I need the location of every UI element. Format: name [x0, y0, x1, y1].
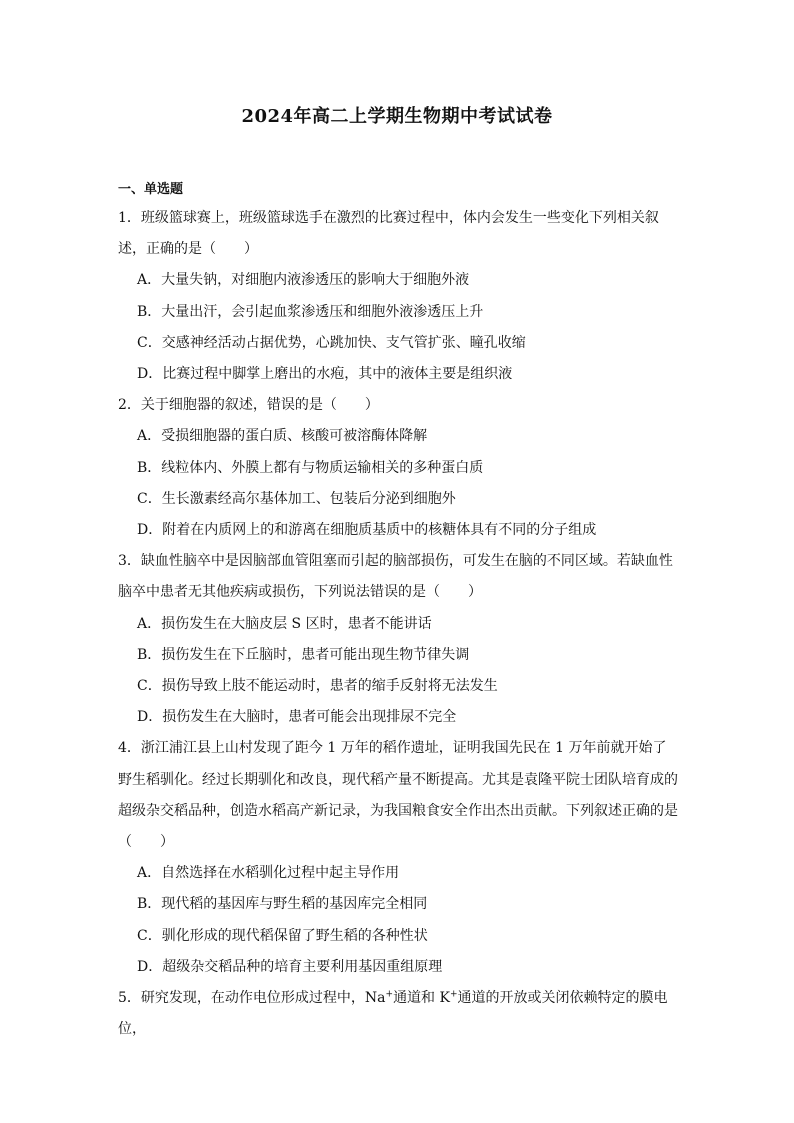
- q5-text-2: 通道和 K: [393, 990, 450, 1007]
- question-stem-3: 3．缺血性脑卒中是因脑部血管阻塞而引起的脑部损伤，可发生在脑的不同区域。若缺血性脑卒中患者无其他疾病或损伤，下列说法错误的是（ ）: [118, 553, 673, 601]
- option-3c: C．损伤导致上肢不能运动时，患者的缩手反射将无法发生: [137, 678, 498, 695]
- option-4b: B．现代稻的基因库与野生稻的基因库完全相同: [137, 896, 428, 913]
- q5-sup-1: +: [385, 989, 394, 1000]
- option-4a: A．自然选择在水稻驯化过程中起主导作用: [137, 865, 400, 882]
- option-2c: C．生长激素经高尔基体加工、包装后分泌到细胞外: [137, 490, 456, 507]
- option-2b: B．线粒体内、外膜上都有与物质运输相关的多种蛋白质: [137, 459, 484, 476]
- question-stem-4: 4．浙江浦江县上山村发现了距今 1 万年的稻作遗址，证明我国先民在 1 万年前就开始了野生稻驯化。经过长期驯化和改良，现代稻产量不断提高。尤其是袁隆平院士团队培育成的超级杂交稻品种，创造水稻高产新记录，为我国粮食安全作出杰出贡献。下列叙述正确的是（ ）: [118, 740, 678, 851]
- option-1b: B．大量出汗，会引起血浆渗透压和细胞外液渗透压上升: [137, 303, 484, 320]
- question-stem-2: 2．关于细胞器的叙述，错误的是（ ）: [118, 397, 379, 414]
- section-heading: 一、单选题: [118, 182, 184, 197]
- option-1d: D．比赛过程中脚掌上磨出的水疱，其中的液体主要是组织液: [137, 366, 513, 383]
- q5-text-3: 通道的开放或关闭依赖特定的膜电位，: [118, 990, 668, 1038]
- option-1a: A．大量失钠，对细胞内液渗透压的影响大于细胞外液: [137, 272, 470, 289]
- question-list: [118, 203, 678, 1045]
- question-stem-5: [118, 983, 678, 1045]
- option-1c: C．交感神经活动占据优势，心跳加快、支气管扩张、瞳孔收缩: [137, 334, 526, 351]
- option-2d: D．附着在内质网上的和游离在细胞质基质中的核糖体具有不同的分子组成: [137, 522, 597, 539]
- question-stem-1: 1．班级篮球赛上，班级篮球选手在激烈的比赛过程中，体内会发生一些变化下列相关叙述，正确的是（ ）: [118, 210, 659, 258]
- option-3b: B．损伤发生在下丘脑时，患者可能出现生物节律失调: [137, 646, 470, 663]
- option-2a: A．受损细胞器的蛋白质、核酸可被溶酶体降解: [137, 428, 428, 445]
- q5-text-1: 5．研究发现，在动作电位形成过程中，Na: [118, 990, 386, 1007]
- exam-title: 2024年高二上学期生物期中考试试卷: [241, 106, 553, 127]
- q5-sup-2: +: [449, 989, 458, 1000]
- option-4c: C．驯化形成的现代稻保留了野生稻的各种性状: [137, 927, 428, 944]
- option-3a: A．损伤发生在大脑皮层 S 区时，患者不能讲话: [137, 615, 432, 632]
- option-3d: D．损伤发生在大脑时，患者可能会出现排尿不完全: [137, 709, 457, 726]
- option-4d: D．超级杂交稻品种的培育主要利用基因重组原理: [137, 958, 443, 975]
